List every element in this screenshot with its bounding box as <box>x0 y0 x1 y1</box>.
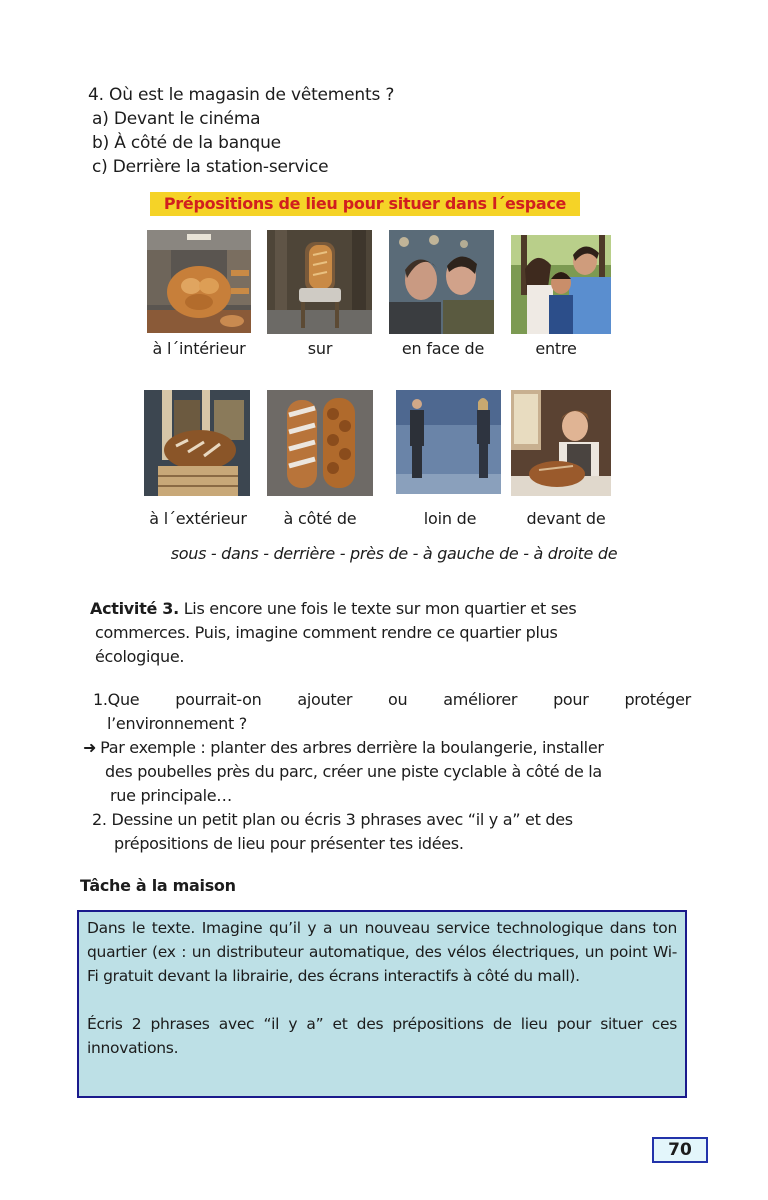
activity-item-2-line-1: 2. Dessine un petit plan ou écris 3 phrases avec “il y a” et des <box>92 810 573 829</box>
activity-heading: Activité 3. <box>90 599 179 618</box>
arrow-right-icon: ➜ <box>83 738 97 757</box>
activity-intro-text: Lis encore une fois le texte sur mon quartier et ses <box>178 599 577 618</box>
question-title: 4. Où est le magasin de vêtements ? <box>88 85 395 105</box>
activity-item-1-word: protéger <box>624 690 691 709</box>
activity-intro-line-3: écologique. <box>95 647 185 666</box>
question-option-c: c) Derrière la station-service <box>92 157 329 177</box>
activity-intro-line-1 <box>90 597 576 621</box>
other-prepositions-list: sous - dans - derrière - près de - à gauche de - à droite de <box>170 544 618 563</box>
example-line-2: des poubelles près du parc, créer une piste cyclable à côté de la <box>105 762 602 781</box>
homework-paragraph-2: Écris 2 phrases avec “il y a” et des prépositions de lieu pour situer ces innovations. <box>87 1015 677 1057</box>
two-breads-side-by-side-image <box>267 390 373 496</box>
child-between-parents-image <box>511 235 611 334</box>
caption-interieur: à l´intérieur <box>152 339 246 358</box>
caption-exterieur: à l´extérieur <box>149 509 247 528</box>
woman-behind-bread-image <box>511 390 611 496</box>
example-text-1: Par exemple : planter des arbres derrière la boulangerie, installer <box>100 738 604 757</box>
couple-facing-image <box>389 230 494 334</box>
two-people-far-apart-image <box>396 390 501 494</box>
activity-item-1-number: 1. <box>93 690 108 709</box>
activity-item-1-word: ajouter <box>297 690 353 709</box>
activity-item-1-word: pour <box>553 690 589 709</box>
activity-item-1-word: ou <box>388 690 408 709</box>
question-option-a: a) Devant le cinéma <box>92 109 261 129</box>
question-option-b: b) À côté de la banque <box>92 133 281 153</box>
prepositions-banner: Prépositions de lieu pour situer dans l´espace <box>150 192 580 216</box>
caption-devant-de: devant de <box>526 509 606 528</box>
activity-intro-line-2: commerces. Puis, imagine comment rendre ce quartier plus <box>95 623 558 642</box>
caption-a-cote-de: à côté de <box>283 509 357 528</box>
activity-item-1-first <box>93 688 139 712</box>
bread-in-bakery-image <box>147 230 251 333</box>
caption-sur: sur <box>307 339 333 358</box>
activity-item-1-word: pourrait-on <box>175 690 262 709</box>
activity-item-1-word: Que <box>107 690 140 709</box>
caption-entre: entre <box>535 339 577 358</box>
caption-loin-de: loin de <box>423 509 477 528</box>
activity-item-1-line-2: l’environnement ? <box>107 714 247 733</box>
homework-heading: Tâche à la maison <box>80 876 236 895</box>
activity-item-2-line-2: prépositions de lieu pour présenter tes idées. <box>114 834 464 853</box>
bread-on-chair-image <box>267 230 372 334</box>
page-number: 70 <box>652 1137 708 1163</box>
example-line-1 <box>83 736 604 760</box>
activity-item-1-line-1 <box>93 688 691 712</box>
homework-task-box <box>77 910 687 1098</box>
activity-item-1-word: améliorer <box>443 690 518 709</box>
caption-en-face-de: en face de <box>401 339 485 358</box>
example-line-3: rue principale… <box>110 786 232 805</box>
bread-outside-shop-image <box>144 390 250 496</box>
homework-paragraph-1: Dans le texte. Imagine qu’il y a un nouveau service technologique dans ton quartier (ex : un distributeur automatique, des vélos électriques, un point Wi-Fi gratuit devant la librairie, des écrans interactifs à côté du mall). <box>87 919 677 985</box>
